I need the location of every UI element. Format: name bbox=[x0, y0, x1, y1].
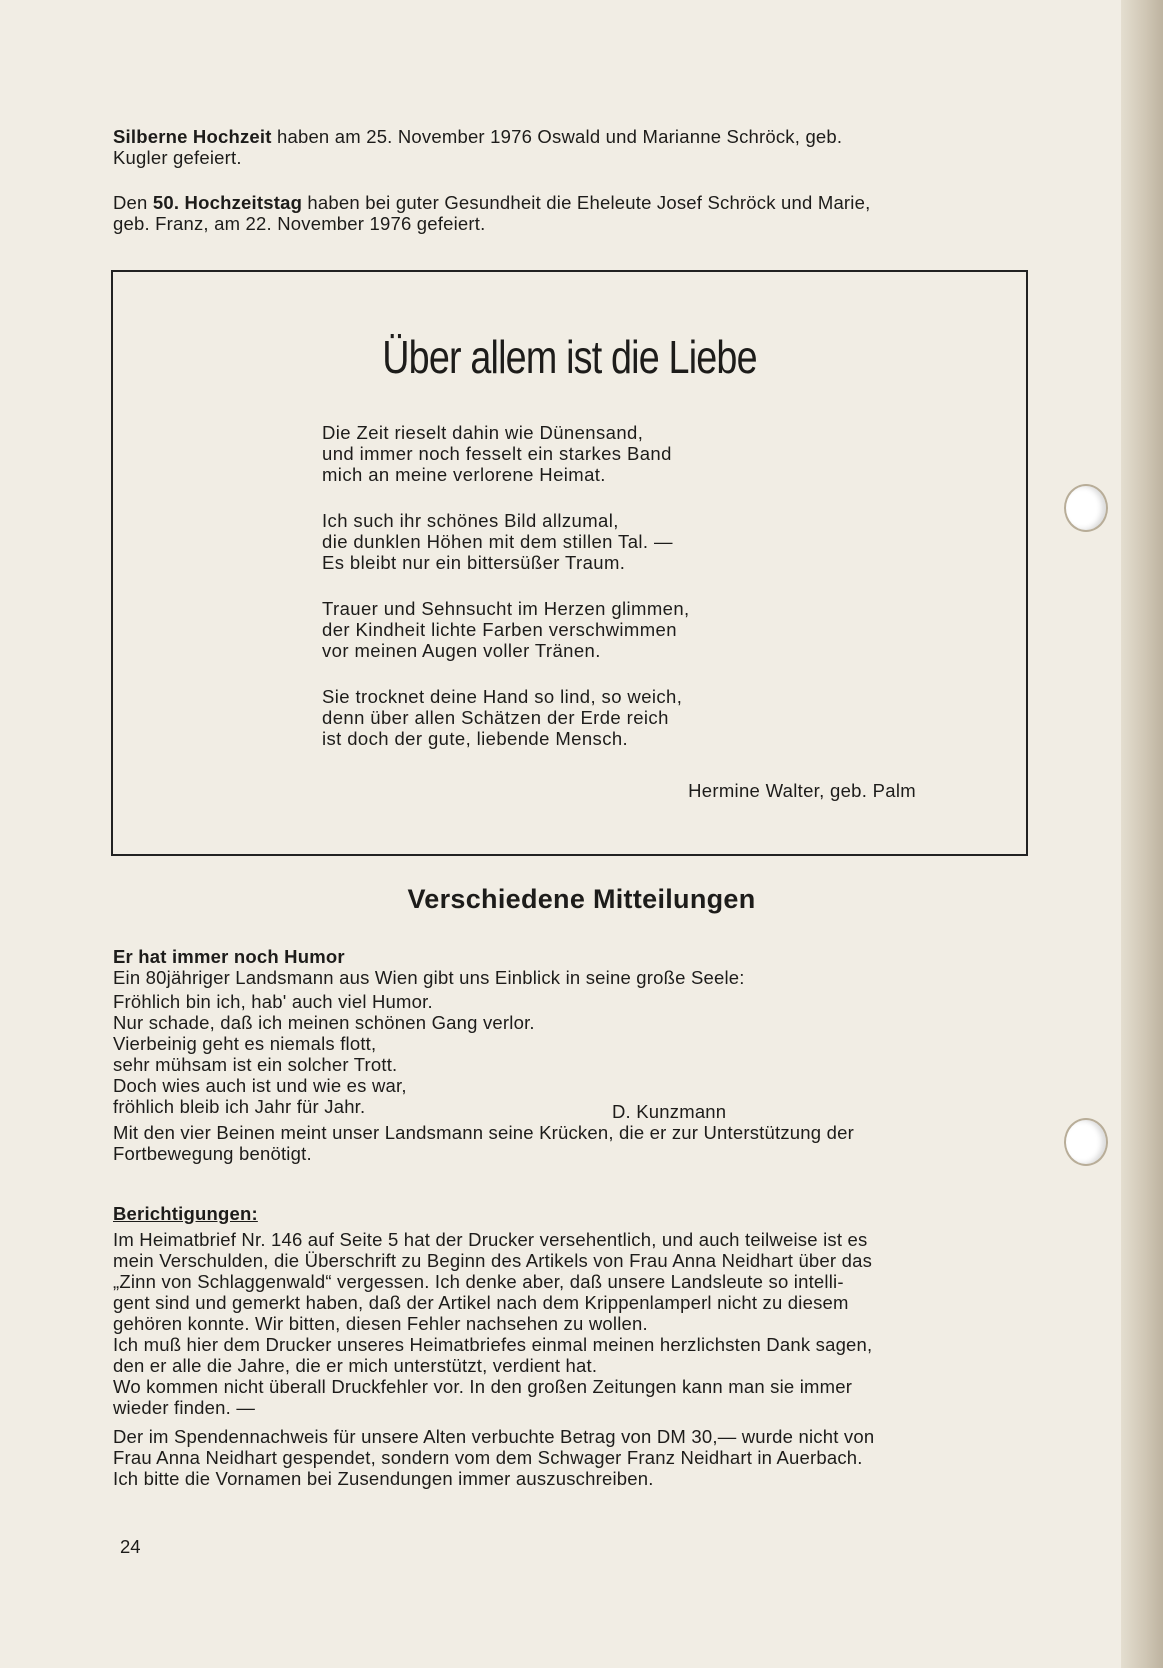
poem-line: der Kindheit lichte Farben verschwimmen bbox=[322, 619, 677, 640]
humor-note-line: Fortbewegung benötigt. bbox=[113, 1143, 312, 1164]
corrections-line: mein Verschulden, die Überschrift zu Beginn des Artikels von Frau Anna Neidhart über das bbox=[113, 1250, 873, 1271]
punch-hole bbox=[1064, 1118, 1108, 1166]
poem-line: ist doch der gute, liebende Mensch. bbox=[322, 728, 629, 749]
corrections-line: den er alle die Jahre, die er mich unterstützt, verdient hat. bbox=[113, 1355, 598, 1376]
corrections-line: Ich muß hier dem Drucker unseres Heimatbriefes einmal meinen herzlichsten Dank sagen, bbox=[113, 1334, 873, 1355]
poem-line: und immer noch fesselt ein starkes Band bbox=[322, 443, 672, 464]
poem-line: denn über allen Schätzen der Erde reich bbox=[322, 707, 669, 728]
golden-wedding-bold: 50. Hochzeitstag bbox=[152, 192, 303, 213]
poem-line: vor meinen Augen voller Tränen. bbox=[322, 640, 601, 661]
silver-wedding-bold: Silberne Hochzeit bbox=[113, 126, 272, 147]
punch-hole bbox=[1064, 484, 1108, 532]
poem-line: Sie trocknet deine Hand so lind, so weich, bbox=[322, 686, 683, 707]
corrections-line: Der im Spendennachweis für unsere Alten verbuchte Betrag von DM 30,— wurde nicht von bbox=[113, 1426, 875, 1447]
poem-stanza-3 bbox=[322, 598, 690, 661]
poem-line: mich an meine verlorene Heimat. bbox=[322, 464, 606, 485]
poem-line: Die Zeit rieselt dahin wie Dünensand, bbox=[322, 422, 644, 443]
poem-author: Hermine Walter, geb. Palm bbox=[688, 780, 916, 801]
humor-verse-line: Nur schade, daß ich meinen schönen Gang verlor. bbox=[113, 1012, 535, 1033]
corrections-section bbox=[113, 1203, 874, 1489]
poem-box bbox=[111, 270, 1028, 856]
humor-verse-line: Vierbeinig geht es niemals flott, bbox=[113, 1033, 377, 1054]
golden-wedding-text: haben bei guter Gesundheit die Eheleute Josef Schröck und Marie, bbox=[302, 192, 871, 213]
page-number: 24 bbox=[120, 1536, 141, 1557]
golden-wedding-paragraph bbox=[113, 192, 870, 234]
corrections-line: gehören konnte. Wir bitten, diesen Fehler nachsehen zu wollen. bbox=[113, 1313, 648, 1334]
page-edge bbox=[1121, 0, 1163, 1668]
humor-note-line: Mit den vier Beinen meint unser Landsmann seine Krücken, die er zur Unterstützung der bbox=[113, 1122, 854, 1143]
humor-heading: Er hat immer noch Humor bbox=[113, 946, 345, 967]
corrections-heading: Berichtigungen: bbox=[113, 1203, 258, 1224]
golden-wedding-prefix: Den bbox=[113, 192, 153, 213]
silver-wedding-text-2: Kugler gefeiert. bbox=[113, 147, 242, 168]
humor-author: D. Kunzmann bbox=[612, 1101, 727, 1122]
poem-line: Trauer und Sehnsucht im Herzen glimmen, bbox=[322, 598, 690, 619]
poem-title: Über allem ist die Liebe bbox=[382, 331, 757, 383]
humor-section bbox=[113, 946, 854, 1164]
corrections-line: Wo kommen nicht überall Druckfehler vor. In den großen Zeitungen kann man sie immer bbox=[113, 1376, 853, 1397]
humor-verse-line: Doch wies auch ist und wie es war, bbox=[113, 1075, 407, 1096]
section-title: Verschiedene Mitteilungen bbox=[407, 884, 756, 914]
poem-line: die dunklen Höhen mit dem stillen Tal. — bbox=[322, 531, 673, 552]
corrections-line: Frau Anna Neidhart gespendet, sondern vom dem Schwager Franz Neidhart in Auerbach. bbox=[113, 1447, 863, 1468]
corrections-line: Ich bitte die Vornamen bei Zusendungen immer auszuschreiben. bbox=[113, 1468, 654, 1489]
poem-line: Ich such ihr schönes Bild allzumal, bbox=[322, 510, 619, 531]
humor-verse-line: sehr mühsam ist ein solcher Trott. bbox=[113, 1054, 398, 1075]
poem-stanza-2 bbox=[322, 510, 673, 573]
corrections-line: „Zinn von Schlaggenwald“ vergessen. Ich denke aber, daß unsere Landsleute so intelli- bbox=[113, 1271, 844, 1292]
poem-stanza-1 bbox=[322, 422, 672, 485]
humor-verse-line: fröhlich bleib ich Jahr für Jahr. bbox=[113, 1096, 366, 1117]
corrections-line: gent sind und gemerkt haben, daß der Artikel nach dem Krippenlamperl nicht zu diesem bbox=[113, 1292, 849, 1313]
corrections-line: Im Heimatbrief Nr. 146 auf Seite 5 hat der Drucker versehentlich, und auch teilweise ist es bbox=[113, 1229, 868, 1250]
silver-wedding-paragraph bbox=[113, 126, 842, 168]
humor-verse-line: Fröhlich bin ich, hab' auch viel Humor. bbox=[113, 991, 433, 1012]
humor-intro: Ein 80jähriger Landsmann aus Wien gibt uns Einblick in seine große Seele: bbox=[113, 967, 745, 988]
golden-wedding-text-2: geb. Franz, am 22. November 1976 gefeiert. bbox=[113, 213, 486, 234]
silver-wedding-text: haben am 25. November 1976 Oswald und Marianne Schröck, geb. bbox=[271, 126, 843, 147]
poem-line: Es bleibt nur ein bittersüßer Traum. bbox=[322, 552, 626, 573]
corrections-line: wieder finden. — bbox=[113, 1397, 256, 1418]
poem-stanza-4 bbox=[322, 686, 682, 749]
